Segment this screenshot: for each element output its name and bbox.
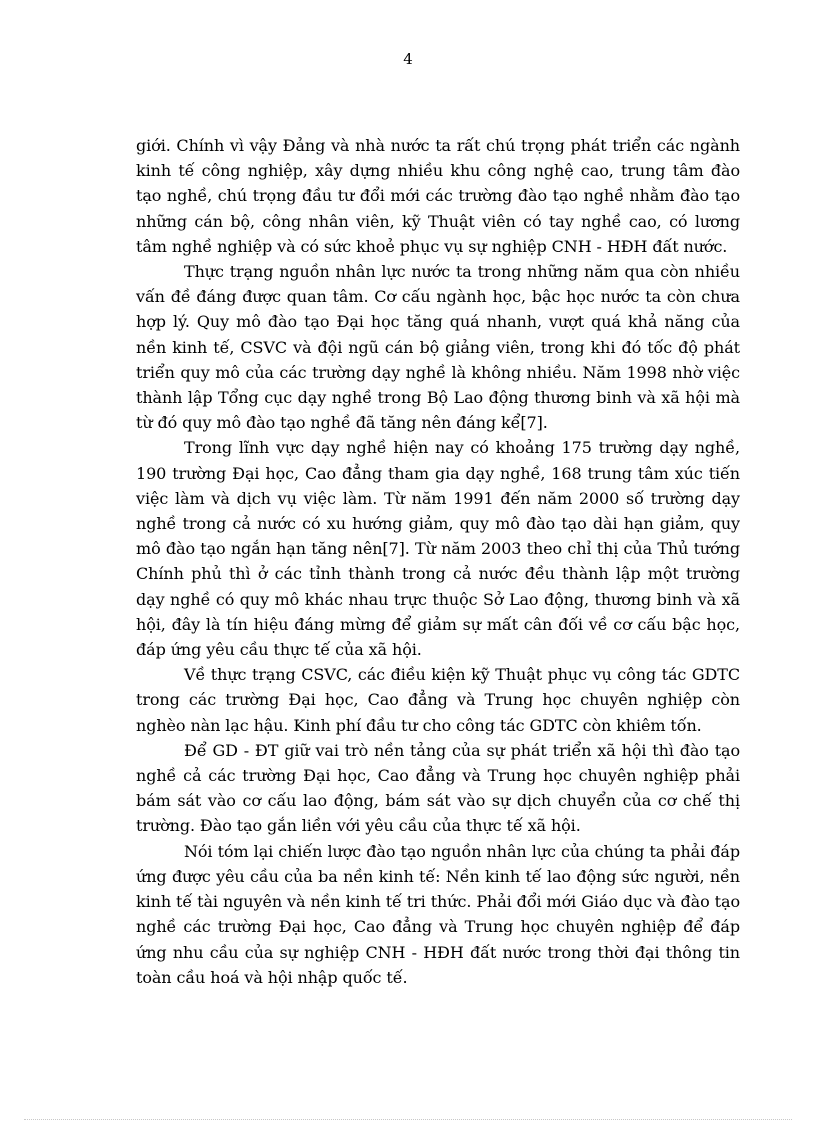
paragraph-conclusion: Nói tóm lại chiến lược đào tạo nguồn nhân lực của chúng ta phải đáp ứng được yêu cầu của ba nền kinh tế: Nền kinh tế lao động sức người, nền kinh tế tài nguyên và nền kinh tế tri thức. Phải đổi mới Giáo dục và đào tạo nghề các trường Đại học, Cao đẳng và Trung học chuyên nghiệp để đáp ứng nhu cầu của sự nghiệp CNH - HĐH đất nước trong thời đại thông tin toàn cầu hoá và hội nhập quốc tế. (136, 841, 740, 987)
page-bottom-divider (24, 1119, 792, 1120)
page-number: 4 (403, 50, 413, 68)
paragraph-facilities-status: Về thực trạng CSVC, các điều kiện kỹ Thuật phục vụ công tác GDTC trong các trường Đại học, Cao đẳng và Trung học chuyên nghiệp còn nghèo nàn lạc hậu. Kinh phí đầu tư cho công tác GDTC còn khiêm tốn. (136, 665, 740, 735)
document-body (136, 133, 740, 990)
paragraph-human-resources-status: Thực trạng nguồn nhân lực nước ta trong những năm qua còn nhiều vấn đề đáng được quan tâm. Cơ cấu ngành học, bậc học nước ta còn chưa hợp lý. Quy mô đào tạo Đại học tăng quá nhanh, vượt quá khả năng của nền kinh tế, CSVC và đội ngũ cán bộ giảng viên, trong khi đó tốc độ phát triển quy mô của các trường dạy nghề là không nhiều. Năm 1998 nhờ việc thành lập Tổng cục dạy nghề trong Bộ Lao động thương binh và xã hội mà từ đó quy mô đào tạo nghề đã tăng nên đáng kể[7]. (136, 262, 740, 433)
paragraph-education-role: Để GD - ĐT giữ vai trò nền tảng của sự phát triển xã hội thì đào tạo nghề cả các trường Đại học, Cao đẳng và Trung học chuyên nghiệp phải bám sát vào cơ cấu lao động, bám sát vào sự dịch chuyển của cơ chế thị trường. Đào tạo gắn liền với yêu cầu của thực tế xã hội. (136, 740, 740, 836)
paragraph-vocational-training: Trong lĩnh vực dạy nghề hiện nay có khoảng 175 trường dạy nghề, 190 trường Đại học, Cao đẳng tham gia dạy nghề, 168 trung tâm xúc tiến việc làm và dịch vụ việc làm. Từ năm 1991 đến năm 2000 số trường dạy nghề trong cả nước có xu hướng giảm, quy mô đào tạo dài hạn giảm, quy mô đào tạo ngắn hạn tăng nên[7]. Từ năm 2003 theo chỉ thị của Thủ tướng Chính phủ thì ở các tỉnh thành trong cả nước đều thành lập một trường dạy nghề có quy mô khác nhau trực thuộc Sở Lao động, thương binh và xã hội, đây là tín hiệu đáng mừng để giảm sự mất cân đối về cơ cấu bậc học, đáp ứng yêu cầu thực tế của xã hội. (136, 438, 740, 660)
paragraph-continuation: giới. Chính vì vậy Đảng và nhà nước ta rất chú trọng phát triển các ngành kinh tế công nghiệp, xây dựng nhiều khu công nghệ cao, trung tâm đào tạo nghề, chú trọng đầu tư đổi mới các trường đào tạo nghề nhằm đào tạo những cán bộ, công nhân viên, kỹ Thuật viên có tay nghề cao, có lương tâm nghề nghiệp và có sức khoẻ phục vụ sự nghiệp CNH - HĐH đất nước. (136, 136, 740, 256)
